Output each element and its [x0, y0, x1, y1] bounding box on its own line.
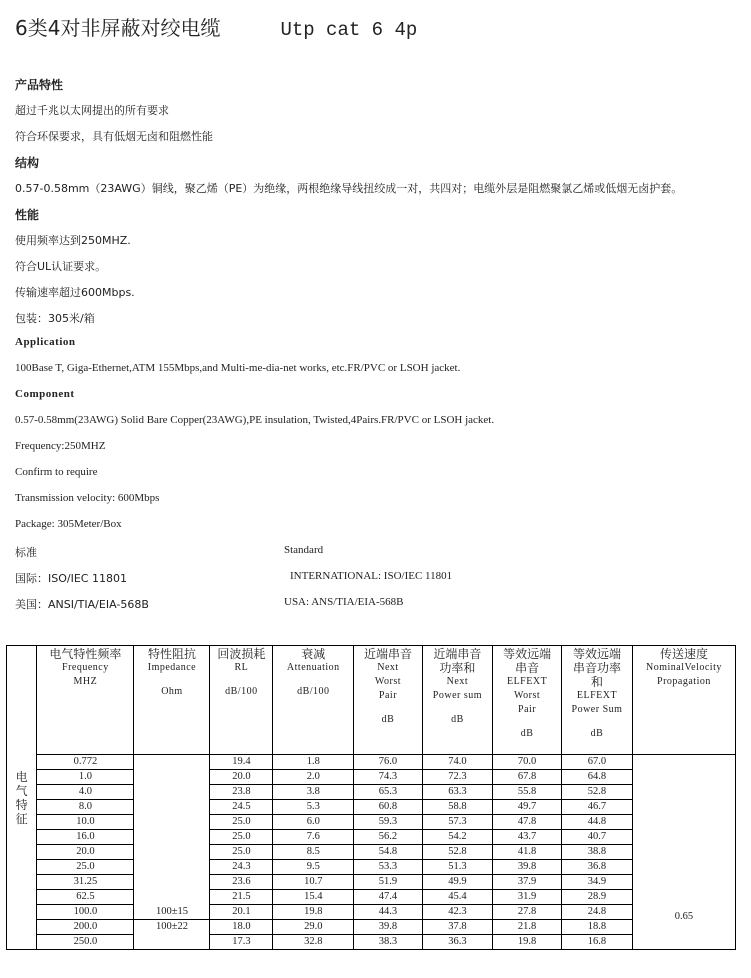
cell-attenuation: 15.4: [273, 890, 354, 905]
cell-attenuation: 5.3: [273, 800, 354, 815]
table-row: [7, 785, 736, 800]
standard-international-cn: 国际：ISO/IEC 11801: [15, 572, 127, 585]
cell-frequency: 8.0: [37, 800, 134, 815]
header-cell: [562, 646, 633, 755]
component-line: Transmission velocity: 600Mbps: [15, 492, 160, 504]
feature-line: 符合环保要求，具有低烟无卤和阻燃性能: [15, 130, 213, 143]
header-en: dB: [590, 728, 604, 739]
cell-frequency: 4.0: [37, 785, 134, 800]
cell-next: 44.3: [354, 905, 422, 920]
header-en: Impedance: [147, 662, 197, 673]
cell-return-loss: 25.0: [210, 815, 273, 830]
electrical-characteristics-table: [6, 645, 736, 950]
cell-return-loss: 21.5: [210, 890, 273, 905]
cell-pselfext: 67.0: [562, 755, 633, 770]
side-label-char: 电: [15, 769, 28, 784]
header-cell: [354, 646, 422, 755]
header-cn: 功率和: [439, 661, 476, 675]
cell-return-loss: 19.4: [210, 755, 273, 770]
cell-elfext: 21.8: [493, 920, 562, 935]
standard-label-en: Standard: [284, 544, 324, 556]
cell-return-loss: 17.3: [210, 935, 273, 950]
cell-attenuation: 3.8: [273, 785, 354, 800]
side-label-electrical: [7, 646, 37, 950]
cell-next: 74.3: [354, 770, 422, 785]
side-label-char: 特: [15, 797, 28, 812]
cell-return-loss: 23.8: [210, 785, 273, 800]
header-gap: [273, 675, 353, 685]
header-cn: 衰减: [301, 647, 326, 661]
header-cell: [210, 646, 273, 755]
cell-attenuation: 29.0: [273, 920, 354, 935]
cell-attenuation: 6.0: [273, 815, 354, 830]
cell-elfext: 41.8: [493, 845, 562, 860]
cell-frequency: 100.0: [37, 905, 134, 920]
cell-pselfext: 18.8: [562, 920, 633, 935]
table-row: [7, 845, 736, 860]
cell-elfext: 67.8: [493, 770, 562, 785]
cell-return-loss: 20.0: [210, 770, 273, 785]
header-cn: 传送速度: [659, 647, 708, 661]
table-row: [7, 770, 736, 785]
cell-frequency: 250.0: [37, 935, 134, 950]
header-cn: 回波损耗: [217, 647, 266, 661]
header-en: Pair: [378, 690, 398, 701]
header-cell: [632, 646, 735, 755]
cell-frequency: 10.0: [37, 815, 134, 830]
table-row: [7, 905, 736, 920]
header-cn: 电气特性频率: [49, 647, 122, 661]
header-cn: 串音: [515, 661, 540, 675]
table-body: [7, 646, 736, 950]
header-cn: 等效远端: [503, 647, 552, 661]
cell-impedance: [134, 755, 210, 920]
cell-psnext: 37.8: [422, 920, 492, 935]
cell-return-loss: 24.3: [210, 860, 273, 875]
cell-elfext: 19.8: [493, 935, 562, 950]
performance-line: 包装：305米/箱: [15, 312, 95, 325]
cell-psnext: 49.9: [422, 875, 492, 890]
cell-frequency: 0.772: [37, 755, 134, 770]
table-header-row: [7, 646, 736, 755]
cell-elfext: 55.8: [493, 785, 562, 800]
cell-next: 76.0: [354, 755, 422, 770]
cell-pselfext: 40.7: [562, 830, 633, 845]
cell-next: 65.3: [354, 785, 422, 800]
header-cell: [37, 646, 134, 755]
header-en: ELFEXT: [506, 676, 548, 687]
structure-heading: 结构: [15, 156, 40, 170]
cell-impedance: 100±22: [134, 920, 210, 950]
feature-line: 超过千兆以太网提出的所有要求: [15, 104, 169, 117]
cell-pselfext: 16.8: [562, 935, 633, 950]
cell-frequency: 200.0: [37, 920, 134, 935]
cell-return-loss: 24.5: [210, 800, 273, 815]
header-gap: [354, 703, 421, 713]
cell-frequency: 25.0: [37, 860, 134, 875]
header-en: Worst: [514, 690, 541, 701]
performance-line: 传输速率超过600Mbps.: [15, 286, 135, 299]
cell-elfext: 39.8: [493, 860, 562, 875]
cell-pselfext: 52.8: [562, 785, 633, 800]
cell-psnext: 51.3: [422, 860, 492, 875]
cell-next: 59.3: [354, 815, 422, 830]
cell-return-loss: 20.1: [210, 905, 273, 920]
cell-attenuation: 19.8: [273, 905, 354, 920]
cell-psnext: 72.3: [422, 770, 492, 785]
cell-elfext: 27.8: [493, 905, 562, 920]
cell-elfext: 47.8: [493, 815, 562, 830]
header-en: Power Sum: [571, 704, 623, 715]
header-gap: [423, 703, 492, 713]
header-en: Attenuation: [286, 662, 340, 673]
cell-psnext: 42.3: [422, 905, 492, 920]
cell-psnext: 58.8: [422, 800, 492, 815]
application-text: 100Base T, Giga-Ethernet,ATM 155Mbps,and Multi-me-dia-net works, etc.FR/PVC or LSOH jacket.: [15, 362, 461, 374]
header-cn: 近端串音: [433, 647, 482, 661]
component-line: Package: 305Meter/Box: [15, 518, 122, 530]
cell-elfext: 37.9: [493, 875, 562, 890]
cell-pselfext: 46.7: [562, 800, 633, 815]
standard-usa-en: USA: ANS/TIA/EIA-568B: [284, 596, 404, 608]
cell-attenuation: 10.7: [273, 875, 354, 890]
header-en: Ohm: [161, 686, 183, 697]
header-en: dB/100: [225, 686, 258, 697]
header-cell: [493, 646, 562, 755]
table-row: [7, 815, 736, 830]
header-gap: [134, 675, 209, 685]
header-en: Power sum: [432, 690, 483, 701]
table-row: [7, 830, 736, 845]
table-row: [7, 860, 736, 875]
table-row: [7, 890, 736, 905]
header-en: RL: [234, 662, 249, 673]
header-cell: [273, 646, 354, 755]
cell-psnext: 57.3: [422, 815, 492, 830]
performance-heading: 性能: [15, 208, 40, 222]
cell-frequency: 31.25: [37, 875, 134, 890]
structure-text: 0.57-0.58mm（23AWG）铜线，聚乙烯（PE）为绝缘，两根绝缘导线扭绞成一对，共四对；电缆外层是阻燃聚氯乙烯或低烟无卤护套。: [15, 182, 683, 195]
header-gap: [210, 675, 272, 685]
header-en: Propagation: [657, 676, 711, 687]
application-heading: Application: [15, 336, 76, 348]
header-en: dB: [451, 714, 464, 725]
cell-pselfext: 34.9: [562, 875, 633, 890]
side-label-char: 气: [15, 783, 28, 798]
cell-return-loss: 23.6: [210, 875, 273, 890]
cell-pselfext: 44.8: [562, 815, 633, 830]
title-english: Utp cat 6 4p: [280, 19, 418, 41]
cell-pselfext: 36.8: [562, 860, 633, 875]
table-row: [7, 800, 736, 815]
cell-return-loss: 25.0: [210, 845, 273, 860]
header-cn: 近端串音: [363, 647, 412, 661]
cell-next: 39.8: [354, 920, 422, 935]
cell-velocity: 0.65: [632, 755, 735, 950]
cell-pselfext: 38.8: [562, 845, 633, 860]
cell-return-loss: 18.0: [210, 920, 273, 935]
header-en: Next: [377, 662, 399, 673]
cell-pselfext: 64.8: [562, 770, 633, 785]
header-en: Next: [446, 676, 469, 687]
header-cn: 等效远端: [572, 647, 621, 661]
header-en: Pair: [518, 704, 537, 715]
header-en: Frequency: [62, 662, 109, 673]
header-en: ELFEXT: [576, 690, 618, 701]
header-gap: [493, 717, 561, 727]
cell-pselfext: 24.8: [562, 905, 633, 920]
header-gap: [562, 717, 632, 727]
component-line: Frequency:250MHZ: [15, 440, 106, 452]
cell-frequency: 20.0: [37, 845, 134, 860]
cell-attenuation: 7.6: [273, 830, 354, 845]
header-cn: 特性阻抗: [147, 647, 196, 661]
cell-next: 47.4: [354, 890, 422, 905]
cell-psnext: 36.3: [422, 935, 492, 950]
header-cell: [134, 646, 210, 755]
header-en: MHZ: [73, 676, 98, 687]
standard-label-cn: 标准: [15, 546, 37, 559]
cell-frequency: 62.5: [37, 890, 134, 905]
header-cn: 和: [590, 675, 603, 689]
header-en: dB: [381, 714, 395, 725]
page-title: [15, 12, 417, 41]
cell-attenuation: 1.8: [273, 755, 354, 770]
impedance-value: 100±15: [155, 906, 188, 917]
header-cn: 串音功率: [572, 661, 621, 675]
cell-psnext: 74.0: [422, 755, 492, 770]
cell-elfext: 70.0: [493, 755, 562, 770]
header-en: NominalVelocity: [646, 662, 722, 673]
performance-line: 符合UL认证要求。: [15, 260, 107, 273]
side-label-char: 征: [15, 811, 28, 826]
component-line: 0.57-0.58mm(23AWG) Solid Bare Copper(23AWG),PE insulation, Twisted,4Pairs.FR/PVC or LSOH jacket.: [15, 414, 495, 426]
table-row: [7, 875, 736, 890]
cell-attenuation: 2.0: [273, 770, 354, 785]
cell-next: 51.9: [354, 875, 422, 890]
header-en: dB/100: [297, 686, 330, 697]
cell-frequency: 1.0: [37, 770, 134, 785]
cell-attenuation: 9.5: [273, 860, 354, 875]
header-cell: [422, 646, 492, 755]
standard-usa-cn: 美国：ANSI/TIA/EIA-568B: [15, 598, 149, 611]
table-row: [7, 935, 736, 950]
cell-next: 53.3: [354, 860, 422, 875]
component-heading: Component: [15, 388, 75, 400]
header-en: Worst: [374, 676, 402, 687]
cell-elfext: 49.7: [493, 800, 562, 815]
header-en: dB: [520, 728, 534, 739]
cell-elfext: 31.9: [493, 890, 562, 905]
cell-psnext: 52.8: [422, 845, 492, 860]
cell-psnext: 54.2: [422, 830, 492, 845]
cell-frequency: 16.0: [37, 830, 134, 845]
title-chinese: 6类4对非屏蔽对绞电缆: [15, 16, 221, 40]
cell-attenuation: 32.8: [273, 935, 354, 950]
cell-psnext: 63.3: [422, 785, 492, 800]
cell-next: 54.8: [354, 845, 422, 860]
cell-pselfext: 28.9: [562, 890, 633, 905]
cell-next: 60.8: [354, 800, 422, 815]
cell-next: 56.2: [354, 830, 422, 845]
component-line: Confirm to require: [15, 466, 98, 478]
performance-line: 使用频率达到250MHZ.: [15, 234, 131, 247]
table-row: [7, 920, 736, 935]
features-heading: 产品特性: [15, 78, 64, 92]
cell-next: 38.3: [354, 935, 422, 950]
cell-attenuation: 8.5: [273, 845, 354, 860]
cell-elfext: 43.7: [493, 830, 562, 845]
cell-psnext: 45.4: [422, 890, 492, 905]
standard-international-en: INTERNATIONAL: ISO/IEC 11801: [290, 570, 453, 582]
cell-return-loss: 25.0: [210, 830, 273, 845]
table-row: [7, 755, 736, 770]
